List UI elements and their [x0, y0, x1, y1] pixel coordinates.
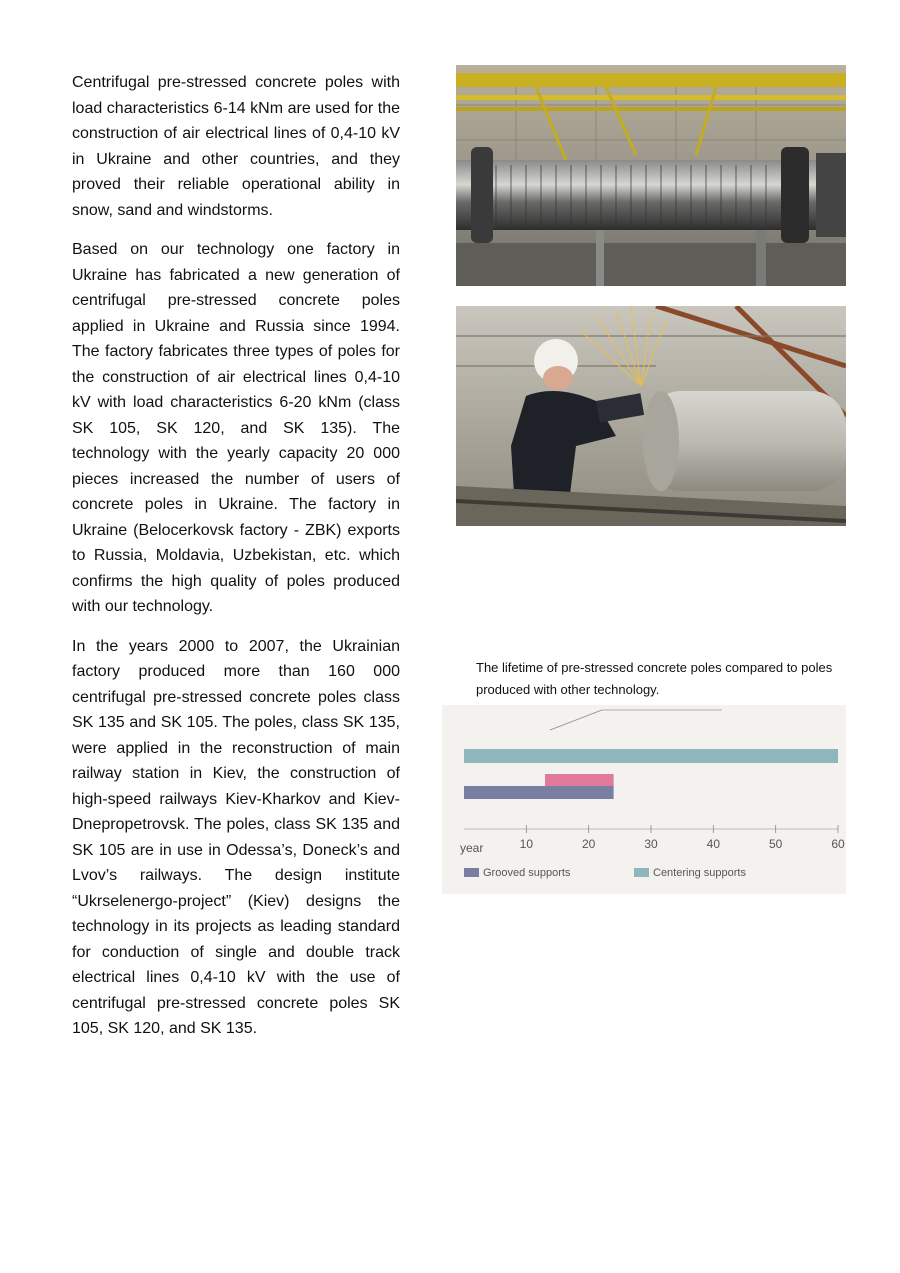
- x-tick-label-50: 50: [768, 837, 783, 851]
- paragraph-2: Based on our technology one factory in Ukraine has fabricated a new generation of centrifugal pre-stressed concrete poles applied in Ukraine and Russia since 1994. The factory fabricates three types of poles for the construction of air electrical lines 0,4-10 kV with load characteristics 6-20 kNm (class SK 105, SK 120, and SK 135). The technology with the yearly capacity 20 000 pieces increased the number of users of concrete poles in Ukraine. The factory in Ukraine (Belocerkovsk factory - ZBK) exports to Russia, Moldavia, Uzbekistan, etc. which confirms the high quality of poles produced with our technology.: [72, 241, 400, 615]
- lifetime-chart-svg: [442, 705, 846, 894]
- legend-swatch-centering-supports: [634, 868, 649, 877]
- x-tick-label-30: 30: [644, 837, 658, 851]
- photo-worker-grinding: [456, 306, 846, 526]
- pointer-line: [550, 710, 602, 730]
- legend-label-grooved-supports: Grooved supports: [483, 867, 571, 879]
- x-tick-label-60: 60: [831, 837, 845, 851]
- photo-pole-mould: [456, 65, 846, 286]
- legend-label-centering-supports: Centering supports: [653, 867, 746, 879]
- x-tick-label-10: 10: [519, 837, 534, 851]
- lifetime-chart: [442, 705, 846, 894]
- x-tick-label-20: 20: [581, 837, 596, 851]
- x-axis-label: year: [460, 841, 484, 855]
- bar-grooved-supports: [464, 786, 614, 799]
- x-tick-label-40: 40: [706, 837, 721, 851]
- paragraph-3: In the years 2000 to 2007, the Ukrainian factory produced more than 160 000 centrifugal pre-stressed concrete poles class SK 135 and SK 105. The poles, class SK 135, were applied in the reconstruction of main railway station in Kiev, the construction of high-speed railways Kiev-Kharkov and Kiev-Dnepropetrovsk. The poles, class SK 135 and SK 105 are in use in Odessa’s, Doneck’s and Lvov’s railways. The design institute “Ukrselenergo-project” (Kiev) designs the technology in its projects as leading standard for conduction of single and double track electrical lines 0,4-10 kV with the use of centrifugal pre-stressed concrete poles SK 105, SK 120, and SK 135.: [72, 637, 400, 1037]
- bar-highlight: [545, 774, 614, 786]
- paragraph-1: Centrifugal pre-stressed concrete poles with load characteristics 6-14 kNm are used for the construction of air electrical lines of 0,4-10 kV in Ukraine and other countries, and they proved their reliable operational ability in snow, sand and windstorms.: [72, 74, 400, 219]
- chart-caption: The lifetime of pre-stressed concrete poles compared to poles produced with other technology.: [476, 660, 833, 697]
- bar-centering-supports: [464, 749, 838, 763]
- body-text-column: [72, 70, 400, 1056]
- legend-swatch-grooved-supports: [464, 868, 479, 877]
